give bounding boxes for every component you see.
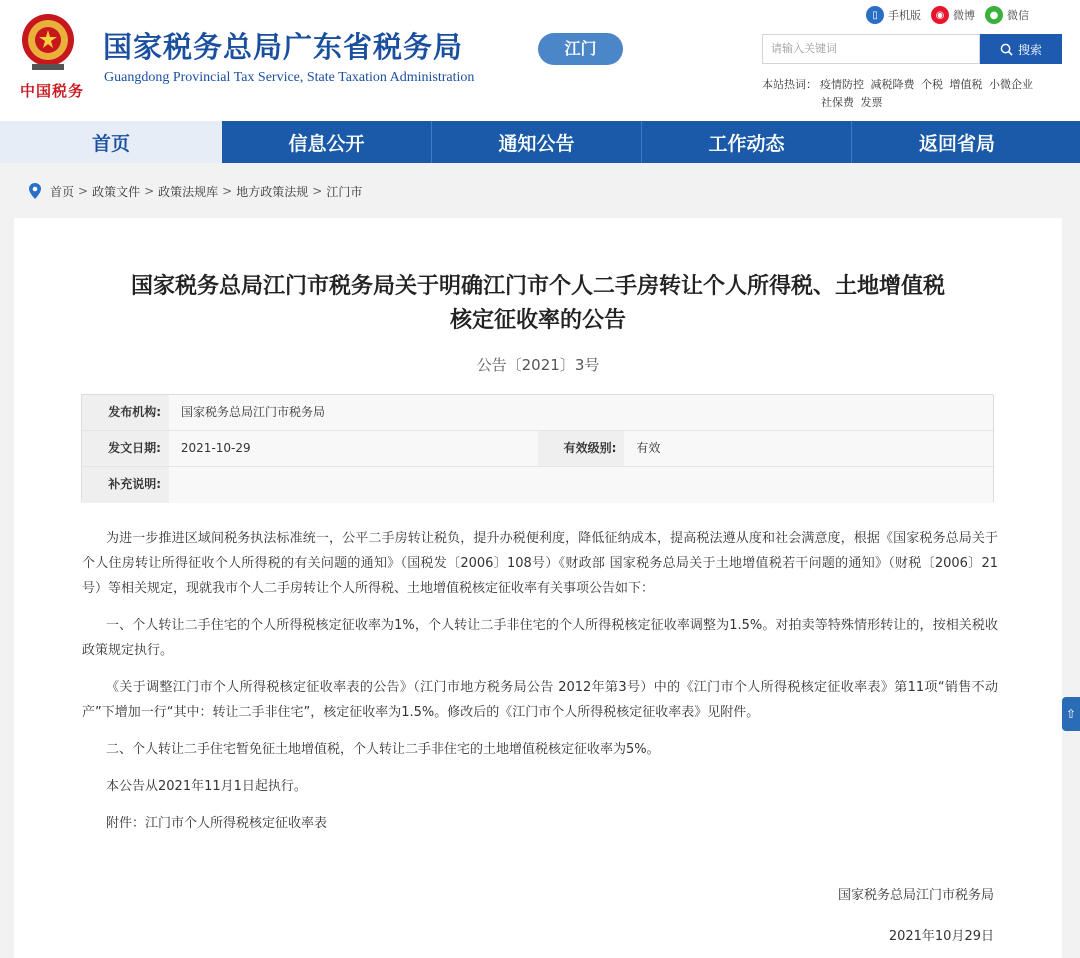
wechat-link[interactable] <box>985 5 1029 25</box>
document-body <box>82 526 998 848</box>
document-title-line1: 国家税务总局江门市税务局关于明确江门市个人二手房转让个人所得税、土地增值税 <box>130 274 945 299</box>
hotword[interactable]: 个税 <box>921 78 943 91</box>
nav-info-disclosure[interactable]: 信息公开 <box>222 121 432 163</box>
city-badge[interactable]: 江门 <box>538 33 623 65</box>
search-icon <box>1000 43 1013 56</box>
hotword[interactable]: 社保费 <box>821 96 854 109</box>
hotwords-label: 本站热词： <box>762 78 817 91</box>
mobile-link[interactable] <box>866 5 921 25</box>
hotwords <box>762 76 1062 112</box>
issuer-label: 发布机构: <box>82 395 169 430</box>
date-value: 2021-10-29 <box>169 431 538 466</box>
document-title <box>14 270 1062 338</box>
quick-links <box>866 5 1029 25</box>
weibo-label: 微博 <box>953 9 975 22</box>
breadcrumb-item[interactable]: 政策法规库 <box>158 184 219 199</box>
search-button-label: 搜索 <box>1017 42 1042 57</box>
hotword[interactable]: 减税降费 <box>870 78 915 91</box>
note-value <box>169 467 993 503</box>
signature: 国家税务总局江门市税务局 <box>837 888 994 903</box>
mobile-icon: ▯ <box>866 6 884 24</box>
location-pin-icon <box>28 183 42 199</box>
breadcrumb-item[interactable]: 江门市 <box>326 184 363 199</box>
wechat-label: 微信 <box>1007 9 1029 22</box>
body-paragraph: 《关于调整江门市个人所得税核定征收率表的公告》（江门市地方税务局公告 2012年第3号）中的《江门市个人所得税核定征收率表》第11项“销售不动产”下增加一行“其中：转让二手非住宅”，核定征收率为1.5%。修改后的《江门市个人所得税核定征收率表》见附件。 <box>82 680 998 720</box>
breadcrumb-item[interactable]: 地方政策法规 <box>236 184 309 199</box>
main-nav <box>0 121 1080 163</box>
nav-work-news[interactable]: 工作动态 <box>642 121 852 163</box>
hotword[interactable]: 疫情防控 <box>820 78 864 91</box>
validity-label: 有效级别: <box>538 431 625 466</box>
site-header <box>0 0 1080 121</box>
document-number: 公告〔2021〕3号 <box>476 356 600 374</box>
meta-row-date <box>82 431 993 467</box>
search-button[interactable] <box>980 34 1062 64</box>
issuer-value: 国家税务总局江门市税务局 <box>169 395 993 430</box>
mobile-label: 手机版 <box>888 9 921 22</box>
search-input[interactable]: 请输入关键词 <box>762 34 980 64</box>
hotword[interactable]: 发票 <box>860 96 883 109</box>
attachment-link[interactable]: 附件：江门市个人所得税核定征收率表 <box>106 816 328 831</box>
breadcrumb-item[interactable]: 首页 <box>50 184 75 199</box>
site-title[interactable]: 国家税务总局广东省税务局 <box>103 30 464 64</box>
body-paragraph: 二、个人转让二手住宅暂免征土地增值税，个人转让二手非住宅的土地增值税核定征收率为5%。 <box>106 742 660 757</box>
body-paragraph: 为进一步推进区域间税务执法标准统一，公平二手房转让税负，提升办税便利度，降低征纳成本，提高税法遵从度和社会满意度，根据《国家税务总局关于个人住房转让所得征收个人所得税的有关问题的通知》（国税发〔2006〕108号）《财政部 国家税务总局关于土地增值税若干问题的通知》（财税〔2006〕21号）等相关规定，现就我市个人二手房转让个人所得税、土地增值税核定征收率有关事项公告如下： <box>82 531 998 596</box>
validity-value: 有效 <box>624 431 993 466</box>
date-label: 发文日期: <box>82 431 169 466</box>
wechat-icon: ● <box>985 6 1003 24</box>
weibo-link[interactable] <box>931 5 975 25</box>
breadcrumb: 首页 > 政策文件 > 政策法规库 > 地方政策法规 > 江门市 <box>28 182 362 200</box>
hotword[interactable]: 小微企业 <box>989 78 1033 91</box>
nav-notices[interactable]: 通知公告 <box>432 121 642 163</box>
content-panel <box>14 218 1062 958</box>
body-paragraph: 一、个人转让二手住宅的个人所得税核定征收率为1%，个人转让二手非住宅的个人所得税核定征收率调整为1.5%。对拍卖等特殊情形转让的，按相关税收政策规定执行。 <box>82 618 998 658</box>
document-meta-table <box>81 394 994 502</box>
emblem-caption: 中国税务 <box>20 82 85 100</box>
weibo-icon: ◉ <box>931 6 949 24</box>
body-paragraph: 本公告从2021年11月1日起执行。 <box>106 779 307 794</box>
meta-row-note <box>82 467 993 503</box>
breadcrumb-item[interactable]: 政策文件 <box>92 184 141 199</box>
nav-back-province[interactable]: 返回省局 <box>918 132 995 155</box>
nav-home[interactable]: 首页 <box>0 121 222 163</box>
back-to-top-button[interactable]: ⇧ <box>1062 697 1080 731</box>
national-emblem-icon <box>14 10 82 74</box>
site-subtitle: Guangdong Provincial Tax Service, State Taxation Administration <box>104 70 475 85</box>
hotword[interactable]: 增值税 <box>949 78 983 91</box>
document-title-line2: 核定征收率的公告 <box>449 308 626 333</box>
meta-row-issuer <box>82 395 993 431</box>
note-label: 补充说明: <box>82 467 169 503</box>
sign-date: 2021年10月29日 <box>888 929 994 944</box>
